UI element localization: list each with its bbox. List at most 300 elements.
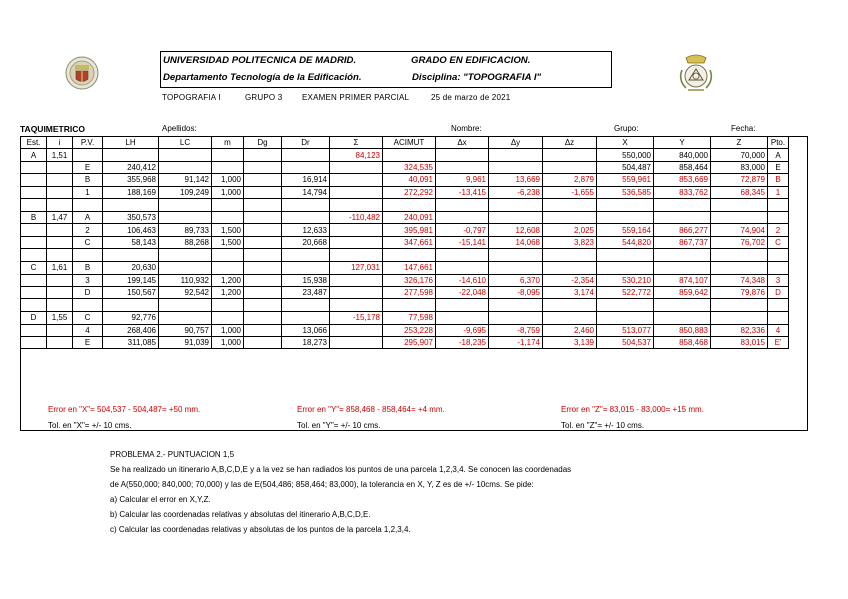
table-cell [244, 312, 282, 324]
table-cell: -9,695 [436, 324, 489, 336]
table-cell: 833,762 [654, 186, 711, 198]
table-cell: A [73, 211, 103, 223]
sub-exam: EXAMEN PRIMER PARCIAL [302, 93, 410, 102]
table-cell [21, 186, 47, 198]
table-cell [159, 211, 212, 223]
table-cell [330, 224, 383, 236]
table-cell: 853,669 [654, 174, 711, 186]
table-row [21, 149, 789, 161]
table-cell [21, 286, 47, 298]
spacer-cell [21, 198, 47, 211]
table-cell: 2 [73, 224, 103, 236]
taquimetrico-table [20, 136, 789, 349]
spacer-cell [103, 198, 159, 211]
table-cell: 2 [768, 224, 789, 236]
spacer-cell [654, 299, 711, 312]
table-cell [244, 211, 282, 223]
table-row [21, 161, 789, 173]
table-cell: 240,091 [383, 211, 436, 223]
header-discipline: Disciplina: "TOPOGRAFIA I" [412, 72, 542, 83]
spacer-cell [543, 299, 597, 312]
table-cell [47, 324, 73, 336]
table-cell [768, 312, 789, 324]
table-cell: 550,000 [597, 149, 654, 161]
table-cell: 347,661 [383, 236, 436, 248]
table-cell: 83,000 [711, 161, 768, 173]
table-cell [73, 149, 103, 161]
table-cell: 4 [73, 324, 103, 336]
column-header: i [47, 137, 73, 149]
spacer-cell [244, 249, 282, 262]
spacer-cell [244, 198, 282, 211]
table-cell: 1,000 [212, 337, 244, 349]
table-cell [47, 161, 73, 173]
column-header: Z [711, 137, 768, 149]
table-cell [159, 161, 212, 173]
table-cell [330, 337, 383, 349]
table-cell: 14,068 [489, 236, 543, 248]
spacer-cell [383, 299, 436, 312]
table-cell: 867,737 [654, 236, 711, 248]
header-department: Departamento Tecnología de la Edificación. [163, 72, 362, 83]
table-cell: 311,085 [103, 337, 159, 349]
table-cell: 14,794 [282, 186, 330, 198]
table-cell: 1,000 [212, 324, 244, 336]
spacer-cell [489, 249, 543, 262]
column-header: Δz [543, 137, 597, 149]
table-cell [654, 262, 711, 274]
spacer-cell [330, 198, 383, 211]
column-header: Δy [489, 137, 543, 149]
table-cell: C [73, 312, 103, 324]
table-row [21, 286, 789, 298]
table-cell [330, 324, 383, 336]
table-cell: 324,535 [383, 161, 436, 173]
table-cell: 859,642 [654, 286, 711, 298]
table-cell [212, 312, 244, 324]
table-cell: 92,542 [159, 286, 212, 298]
table-cell: 1,61 [47, 262, 73, 274]
table-cell: 326,176 [383, 274, 436, 286]
table-cell [47, 224, 73, 236]
table-cell [489, 211, 543, 223]
spacer-cell [212, 299, 244, 312]
table-cell: 1 [768, 186, 789, 198]
table-cell [212, 262, 244, 274]
table-cell: 72,879 [711, 174, 768, 186]
table-cell: 268,406 [103, 324, 159, 336]
label-nombre: Nombre: [451, 124, 482, 133]
spacer-cell [103, 299, 159, 312]
table-cell [212, 161, 244, 173]
table-cell: 1,000 [212, 186, 244, 198]
table-cell: -1,174 [489, 337, 543, 349]
table-cell: D [21, 312, 47, 324]
table-cell: 1,55 [47, 312, 73, 324]
table-cell [244, 161, 282, 173]
table-row [21, 186, 789, 198]
table-cell: 58,143 [103, 236, 159, 248]
table-cell: -2,354 [543, 274, 597, 286]
table-cell: 70,000 [711, 149, 768, 161]
table-cell: 1,47 [47, 211, 73, 223]
tolerance-y: Tol. en "Y"= +/- 10 cms. [297, 421, 381, 430]
spacer-cell [330, 249, 383, 262]
table-cell [489, 262, 543, 274]
spacer-cell [597, 249, 654, 262]
table-cell: -18,235 [436, 337, 489, 349]
spacer-cell [543, 198, 597, 211]
spacer-cell [436, 249, 489, 262]
table-cell: 2,025 [543, 224, 597, 236]
table-cell: 89,733 [159, 224, 212, 236]
table-cell: 3 [768, 274, 789, 286]
table-cell: 188,169 [103, 186, 159, 198]
table-cell: 82,336 [711, 324, 768, 336]
table-cell: D [768, 286, 789, 298]
table-cell [330, 161, 383, 173]
spacer-cell [159, 249, 212, 262]
table-cell [543, 149, 597, 161]
table-cell: 1 [73, 186, 103, 198]
column-header: X [597, 137, 654, 149]
table-cell: 20,630 [103, 262, 159, 274]
table-cell: 3 [73, 274, 103, 286]
table-cell [159, 312, 212, 324]
table-cell: 850,883 [654, 324, 711, 336]
table-cell: 1,000 [212, 174, 244, 186]
table-cell [543, 211, 597, 223]
table-cell: 92,776 [103, 312, 159, 324]
table-cell: 395,981 [383, 224, 436, 236]
problem-title: PROBLEMA 2.- PUNTUACION 1,5 [110, 450, 235, 459]
table-cell: 544,820 [597, 236, 654, 248]
column-header: ACIMUT [383, 137, 436, 149]
table-cell: 79,876 [711, 286, 768, 298]
column-header: Δx [436, 137, 489, 149]
table-cell [244, 224, 282, 236]
table-cell: 240,412 [103, 161, 159, 173]
table-cell: -0,797 [436, 224, 489, 236]
table-cell [543, 161, 597, 173]
table-cell [159, 262, 212, 274]
error-z: Error en "Z"= 83,015 - 83,000= +15 mm. [561, 405, 704, 414]
table-cell [711, 211, 768, 223]
table-cell: 6,370 [489, 274, 543, 286]
table-cell [212, 149, 244, 161]
table-cell [489, 161, 543, 173]
table-cell: -1,655 [543, 186, 597, 198]
table-cell: E [768, 161, 789, 173]
table-cell: 277,598 [383, 286, 436, 298]
table-cell [330, 274, 383, 286]
table-cell [21, 274, 47, 286]
label-fecha: Fecha: [731, 124, 756, 133]
table-cell: -15,178 [330, 312, 383, 324]
spacer-cell [383, 249, 436, 262]
table-cell: 20,668 [282, 236, 330, 248]
spacer-cell [489, 299, 543, 312]
spacer-cell [103, 249, 159, 262]
table-cell: 866,277 [654, 224, 711, 236]
table-cell: 12,633 [282, 224, 330, 236]
spacer-cell [244, 299, 282, 312]
spacer-cell [711, 198, 768, 211]
table-cell [282, 312, 330, 324]
table-cell [282, 211, 330, 223]
table-cell: 147,661 [383, 262, 436, 274]
spacer-cell [436, 198, 489, 211]
sub-group: GRUPO 3 [245, 93, 283, 102]
table-cell: D [73, 286, 103, 298]
table-cell [282, 161, 330, 173]
label-grupo: Grupo: [614, 124, 639, 133]
table-cell [436, 149, 489, 161]
table-cell: 150,567 [103, 286, 159, 298]
spacer-cell [73, 198, 103, 211]
table-cell: 110,932 [159, 274, 212, 286]
table-cell: 16,914 [282, 174, 330, 186]
problem-line: de A(550,000; 840,000; 70,000) y las de E(504,486; 858,464; 83,000), la tolerancia en X, Y, Z es de +/- 10cms. Se pide: [110, 480, 534, 489]
problem-line: c) Calcular las coordenadas relativas y absolutas de los puntos de la parcela 1,2,3,4. [110, 525, 411, 534]
spacer-cell [654, 249, 711, 262]
table-cell [21, 324, 47, 336]
table-cell [244, 286, 282, 298]
spacer-cell [654, 198, 711, 211]
table-cell [21, 174, 47, 186]
spacer-cell [21, 249, 47, 262]
column-header: Est. [21, 137, 47, 149]
table-cell: 90,757 [159, 324, 212, 336]
table-cell: 83,015 [711, 337, 768, 349]
table-cell: 84,123 [330, 149, 383, 161]
table-cell: 91,039 [159, 337, 212, 349]
table-header-row [21, 137, 789, 149]
table-cell: 106,463 [103, 224, 159, 236]
sub-subject: TOPOGRAFIA I [162, 93, 221, 102]
table-row [21, 236, 789, 248]
column-header: Dr [282, 137, 330, 149]
table-cell: 40,091 [383, 174, 436, 186]
table-cell [330, 174, 383, 186]
table-cell: A [21, 149, 47, 161]
column-header: Y [654, 137, 711, 149]
table-cell [21, 236, 47, 248]
table-cell: 1,500 [212, 236, 244, 248]
sub-date: 25 de marzo de 2021 [431, 93, 511, 102]
table-cell: 559,164 [597, 224, 654, 236]
table-cell: 522,772 [597, 286, 654, 298]
table-cell: 253,228 [383, 324, 436, 336]
spacer-cell [282, 299, 330, 312]
spacer-row [21, 198, 789, 211]
table-cell [47, 186, 73, 198]
spacer-cell [212, 198, 244, 211]
table-cell [711, 262, 768, 274]
table-cell [244, 262, 282, 274]
table-cell: -14,610 [436, 274, 489, 286]
error-y: Error en "Y"= 858,468 - 858,464= +4 mm. [297, 405, 445, 414]
table-cell [282, 149, 330, 161]
spacer-cell [47, 299, 73, 312]
spacer-cell [73, 299, 103, 312]
table-cell: 504,537 [597, 337, 654, 349]
table-cell: 840,000 [654, 149, 711, 161]
table-cell [543, 262, 597, 274]
table-cell [436, 312, 489, 324]
table-cell: B [21, 211, 47, 223]
table-cell [244, 274, 282, 286]
table-cell: -13,415 [436, 186, 489, 198]
tolerance-x: Tol. en "X"= +/- 10 cms. [48, 421, 132, 430]
tolerance-z: Tol. en "Z"= +/- 10 cms. [561, 421, 645, 430]
header-university: UNIVERSIDAD POLITECNICA DE MADRID. [163, 55, 357, 66]
table-cell: 513,077 [597, 324, 654, 336]
table-row [21, 211, 789, 223]
label-apellidos: Apellidos: [162, 124, 197, 133]
column-header: LC [159, 137, 212, 149]
table-cell: -6,238 [489, 186, 543, 198]
table-cell [654, 211, 711, 223]
table-cell [47, 337, 73, 349]
table-cell [597, 312, 654, 324]
table-cell: 1,200 [212, 286, 244, 298]
table-cell: B [768, 174, 789, 186]
column-header: Pto. [768, 137, 789, 149]
table-cell [768, 211, 789, 223]
spacer-cell [711, 249, 768, 262]
spacer-cell [768, 198, 789, 211]
table-cell: 295,907 [383, 337, 436, 349]
table-cell: 1,500 [212, 224, 244, 236]
table-cell [47, 274, 73, 286]
table-cell [436, 161, 489, 173]
table-row [21, 324, 789, 336]
table-cell [244, 149, 282, 161]
table-cell [330, 236, 383, 248]
table-cell: 74,348 [711, 274, 768, 286]
table-row [21, 274, 789, 286]
table-row [21, 337, 789, 349]
table-cell: -15,141 [436, 236, 489, 248]
table-cell [212, 211, 244, 223]
table-cell [654, 312, 711, 324]
table-cell: B [73, 262, 103, 274]
table-cell: -8,759 [489, 324, 543, 336]
upm-seal-icon [60, 55, 104, 91]
table-cell: 2,460 [543, 324, 597, 336]
problem-line: a) Calcular el error en X,Y,Z. [110, 495, 211, 504]
spacer-cell [21, 299, 47, 312]
table-cell [244, 337, 282, 349]
table-cell: E [73, 161, 103, 173]
table-cell: 199,145 [103, 274, 159, 286]
table-cell: 858,468 [654, 337, 711, 349]
table-cell: 15,938 [282, 274, 330, 286]
table-cell: C [21, 262, 47, 274]
table-cell [47, 236, 73, 248]
table-cell [159, 149, 212, 161]
spacer-row [21, 249, 789, 262]
table-cell: 23,487 [282, 286, 330, 298]
spacer-cell [282, 249, 330, 262]
table-cell: 109,249 [159, 186, 212, 198]
table-cell [383, 149, 436, 161]
column-header: P.V. [73, 137, 103, 149]
table-cell: A [768, 149, 789, 161]
table-cell: 350,573 [103, 211, 159, 223]
table-cell [330, 286, 383, 298]
table-cell [21, 337, 47, 349]
table-cell: C [73, 236, 103, 248]
table-cell: 858,464 [654, 161, 711, 173]
table-cell: -110,482 [330, 211, 383, 223]
column-header: Dg [244, 137, 282, 149]
table-cell [47, 174, 73, 186]
table-cell [330, 186, 383, 198]
table-cell: E' [768, 337, 789, 349]
spacer-row [21, 299, 789, 312]
table-cell [282, 262, 330, 274]
table-cell: 559,961 [597, 174, 654, 186]
table-cell: 3,139 [543, 337, 597, 349]
spacer-cell [768, 299, 789, 312]
table-row [21, 262, 789, 274]
table-cell: 1,200 [212, 274, 244, 286]
table-cell [21, 161, 47, 173]
table-row [21, 174, 789, 186]
spacer-cell [73, 249, 103, 262]
spacer-cell [543, 249, 597, 262]
spacer-cell [383, 198, 436, 211]
table-cell: 68,345 [711, 186, 768, 198]
table-cell: 88,268 [159, 236, 212, 248]
table-cell: 1,51 [47, 149, 73, 161]
problem-line: b) Calcular las coordenadas relativas y absolutas del itinerario A,B,C,D,E. [110, 510, 371, 519]
spacer-cell [212, 249, 244, 262]
table-cell: 13,669 [489, 174, 543, 186]
table-cell [21, 224, 47, 236]
table-cell [489, 149, 543, 161]
table-cell [597, 262, 654, 274]
column-header: Σ [330, 137, 383, 149]
table-cell: 12,608 [489, 224, 543, 236]
spacer-cell [597, 299, 654, 312]
table-cell: -8,095 [489, 286, 543, 298]
table-cell: 18,273 [282, 337, 330, 349]
table-cell [244, 236, 282, 248]
table-cell [103, 149, 159, 161]
problem-line: Se ha realizado un itinerario A,B,C,D,E y a la vez se han radiados los puntos de una parcela 1,2,3,4. Se conocen las coordenadas [110, 465, 572, 474]
spacer-cell [47, 249, 73, 262]
spacer-cell [436, 299, 489, 312]
table-cell: 272,292 [383, 186, 436, 198]
spacer-cell [768, 249, 789, 262]
edificacion-crest-icon [676, 52, 716, 96]
table-cell: 3,174 [543, 286, 597, 298]
table-cell: 504,487 [597, 161, 654, 173]
table-cell: 91,142 [159, 174, 212, 186]
table-cell: 9,961 [436, 174, 489, 186]
spacer-cell [330, 299, 383, 312]
spacer-cell [282, 198, 330, 211]
spacer-cell [159, 299, 212, 312]
table-cell [244, 174, 282, 186]
spacer-cell [597, 198, 654, 211]
table-cell: 2,879 [543, 174, 597, 186]
table-cell [47, 286, 73, 298]
error-x: Error en "X"= 504,537 - 504,487= +50 mm. [48, 405, 201, 414]
